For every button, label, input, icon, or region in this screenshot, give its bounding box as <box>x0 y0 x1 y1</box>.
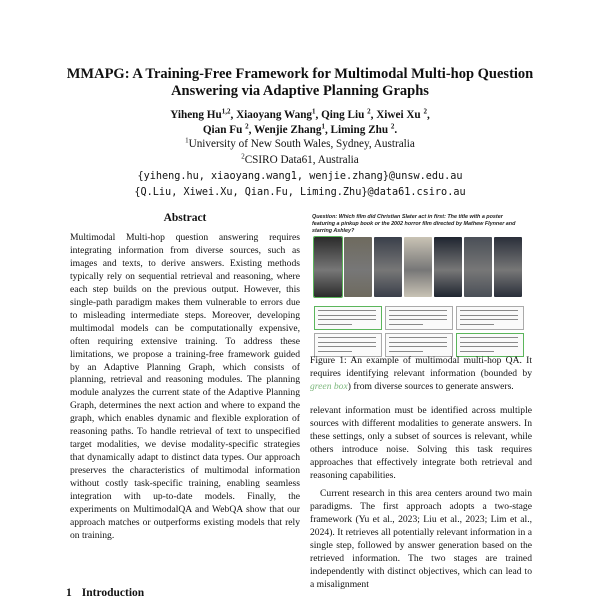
author-affiliation-marker: 1,2 <box>221 107 231 116</box>
text-line <box>389 310 447 311</box>
movie-poster-image <box>314 237 342 297</box>
author-affiliation-marker: 1 <box>312 107 316 116</box>
title-line-1: MMAPG: A Training-Free Framework for Multimodal Multi-hop Question <box>66 66 534 82</box>
poster-strip <box>314 237 524 299</box>
authors-line-2 <box>40 123 560 138</box>
text-line <box>460 315 518 316</box>
caption-prefix: Figure 1: An example of multimodal multi-hop QA. It requires identifying relevant information (bounded by <box>310 355 532 379</box>
author-name: Qing Liu <box>321 109 368 121</box>
text-line <box>318 346 376 347</box>
author-affiliation-marker: 2 <box>390 122 395 131</box>
text-line <box>318 324 352 325</box>
text-line <box>318 351 352 352</box>
affiliation-2-marker: 2 <box>241 151 245 160</box>
text-line <box>389 324 423 325</box>
text-line <box>389 342 447 343</box>
author-separator: . <box>394 124 398 136</box>
text-line <box>389 319 447 320</box>
affiliations <box>40 137 560 168</box>
text-evidence-box <box>385 306 453 330</box>
section-title: Introduction <box>81 587 145 599</box>
text-line <box>460 319 518 320</box>
affiliation-1 <box>40 137 560 153</box>
paper-title <box>40 66 560 100</box>
figure-question-text: Question: Which film did Christian Slater act in first: The title with a poster featuring a pinkup book or the 2002 horror film directed by Mathew Flynner and starring Ashley? <box>312 214 516 234</box>
figure-1-caption <box>310 354 532 393</box>
movie-poster-image <box>494 237 522 297</box>
movie-poster-image <box>404 237 432 297</box>
paragraph-2: Current research in this area centers around two main paradigms. The first approach adopts a two-stage framework (Yu et al., 2023; Liu et al., 2023; Lim et al., 2024). It retrieves all potentially relevant information in a single step, followed by answer generation based on the retrieved information. The two stages are trained independently with distinct objectives, which can lead to a misalignment <box>310 488 532 590</box>
author-name: Qian Fu <box>202 124 246 136</box>
movie-poster-image <box>434 237 462 297</box>
text-line <box>389 351 423 352</box>
movie-poster-image <box>374 237 402 297</box>
text-evidence-box <box>314 306 382 330</box>
caption-suffix: ) from diverse sources to generate answers. <box>347 381 514 392</box>
text-line <box>460 324 494 325</box>
text-line <box>318 315 376 316</box>
author-name: Wenjie Zhang <box>254 124 322 136</box>
title-line-2: Answering via Adaptive Planning Graphs <box>171 83 429 99</box>
text-line <box>318 310 376 311</box>
section-heading-introduction <box>66 587 144 599</box>
text-line <box>318 337 376 338</box>
author-affiliation-marker: 2 <box>423 107 427 116</box>
abstract-body: Multimodal Multi-hop question answering requires integrating information from diverse sources, such as images and texts, to derive answers. Existing methods typically rely on sequential retrieval and reasoning, where each step builds on the previous output. However, this single-path paradigm makes them vulnerable to errors due to misleading intermediate steps. Moreover, developing multimodal models can be computationally expensive, often requiring extensive training. To address these limitations, we propose a training-free framework guided by an Adaptive Planning Graph, which consists of planning, retrieval and reasoning modules. The planning module analyzes the current state of the Adaptive Planning Graph, determines the next action and where to expand the graph, which enables dynamic and flexible exploration of reasoning paths. To handle retrieval of text to unspecified target modalities, we devise modality-specific strategies that dynamically adapt to distinct data types. Our approach preserves the characteristics of multimodal information without costly task-specific training, enabling seamless integration with up-to-date models. Finally, the experiments on MultimodalQA and WebQA show that our approach matches or outperforms existing models that rely on training. <box>70 232 300 541</box>
text-line <box>460 337 518 338</box>
text-evidence-grid <box>314 306 526 358</box>
affiliation-1-marker: 1 <box>185 136 189 145</box>
abstract-heading: Abstract <box>163 212 207 224</box>
author-affiliation-marker: 1 <box>321 122 325 131</box>
text-line <box>389 337 447 338</box>
text-evidence-box <box>456 306 524 330</box>
section-number: 1 <box>66 587 72 599</box>
movie-poster-image <box>344 237 372 297</box>
author-separator: , <box>315 109 322 121</box>
text-line <box>460 346 518 347</box>
text-line <box>318 342 376 343</box>
text-line <box>389 346 447 347</box>
text-line <box>460 351 494 352</box>
right-column-body <box>310 404 532 591</box>
affiliation-1-text: University of New South Wales, Sydney, Australia <box>188 138 415 150</box>
paragraph-1: relevant information must be identified across multiple sources with different modalities to generate answers. In these settings, only a subset of sources is relevant, while others introduce noise. Solving this task requires approaches that effectively integrate both retrieval and reasoning capabilities. <box>310 405 532 481</box>
affiliation-2 <box>40 153 560 169</box>
author-affiliation-marker: 2 <box>367 107 371 116</box>
author-separator: , <box>426 109 430 121</box>
caption-green-box: green box <box>310 381 348 392</box>
author-separator: , <box>248 124 254 136</box>
author-list <box>40 108 560 138</box>
movie-poster-image <box>464 237 492 297</box>
author-name: Yiheng Hu <box>170 109 222 121</box>
email-unsw: {yiheng.hu, xiaoyang.wang1, wenjie.zhang}@unsw.edu.au <box>137 171 463 182</box>
affiliation-2-text: CSIRO Data61, Australia <box>244 153 359 166</box>
author-affiliation-marker: 2 <box>245 122 249 131</box>
author-separator: , <box>324 124 331 136</box>
author-separator: , <box>370 109 377 121</box>
email-csiro: {Q.Liu, Xiwei.Xu, Qian.Fu, Liming.Zhu}@data61.csiro.au <box>134 187 466 198</box>
author-name: Liming Zhu <box>330 124 391 136</box>
text-line <box>389 315 447 316</box>
text-line <box>460 342 518 343</box>
author-name: Xiwei Xu <box>376 109 424 121</box>
text-line <box>318 319 376 320</box>
author-separator: , <box>230 109 237 121</box>
text-line <box>460 310 518 311</box>
authors-line-1 <box>40 108 560 123</box>
author-name: Xiaoyang Wang <box>236 109 313 121</box>
